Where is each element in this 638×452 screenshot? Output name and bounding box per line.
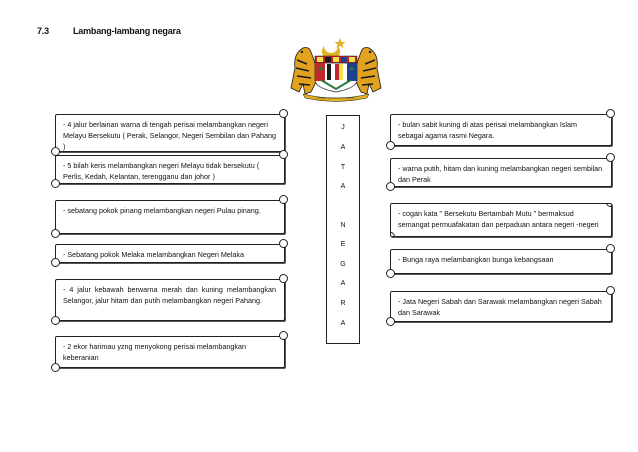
note-text: - bulan sabit kuning di atas perisai melambangkan Islam sebagai agama rasmi Negara. <box>398 120 577 140</box>
section-title: Lambang-lambang negara <box>73 26 181 36</box>
note-text: - Bunga raya melambangkan bunga kebangsaan <box>398 255 554 264</box>
note-white-black-yellow <box>390 158 612 187</box>
malaysia-coat-of-arms-icon <box>281 34 391 102</box>
section-heading <box>37 26 181 36</box>
section-number: 7.3 <box>37 26 49 36</box>
letter: R <box>340 300 346 307</box>
note-four-stripes <box>55 114 285 152</box>
letter: T <box>340 164 346 171</box>
note-vertical-stripes <box>55 279 285 321</box>
letter: G <box>340 261 346 268</box>
letter: A <box>340 183 346 190</box>
note-text: - 4 jalur kebawah berwarna merah dan kuning melambangkan Selangor, jalur hitam dan putih melambangkan negeri Pahang. <box>63 285 276 305</box>
note-text: - 2 ekor harimau yzng menyokong perisai melambangkan keberanian <box>63 342 246 362</box>
letter: A <box>340 280 346 287</box>
note-two-tigers <box>55 336 285 368</box>
letter: N <box>340 222 346 229</box>
letter: A <box>340 320 346 327</box>
note-sabah-sarawak <box>390 291 612 322</box>
note-pinang-tree <box>55 200 285 234</box>
note-text: - cogan kata " Bersekutu Bertambah Mutu " bermaksud semangat permuafakatan dan perpaduan antara negeri -negeri <box>398 209 599 229</box>
note-five-keris <box>55 155 285 184</box>
note-motto <box>390 203 612 237</box>
letter: A <box>340 144 346 151</box>
note-bunga-raya <box>390 249 612 274</box>
jata-negara-vertical-label <box>326 115 360 344</box>
note-text: - sebatang pokok pinang melambangkan negeri Pulau pinang. <box>63 206 261 215</box>
note-text: - warna putih, hitam dan kuning melambangkan negeri sembilan dan Perak <box>398 164 603 184</box>
note-melaka-tree <box>55 244 285 263</box>
note-crescent <box>390 114 612 146</box>
note-text: - 4 jalur berlainan warna di tengah perisai melambangkan negeri Melayu Bersekutu ( Perak, Selangor, Negeri Sembilan dan Pahang ) <box>63 120 276 151</box>
letter: E <box>340 241 346 248</box>
note-text: - 5 bilah keris melambangkan negeri Melayu tidak bersekutu ( Perlis, Kedah, Kelantan, terengganu dan johor ) <box>63 161 260 181</box>
letter: J <box>341 124 345 131</box>
note-text: - Sebatang pokok Melaka melambangkan Negeri Melaka <box>63 250 244 259</box>
note-text: - Jata Negeri Sabah dan Sarawak melambangkan negeri Sabah dan Sarawak <box>398 297 602 317</box>
